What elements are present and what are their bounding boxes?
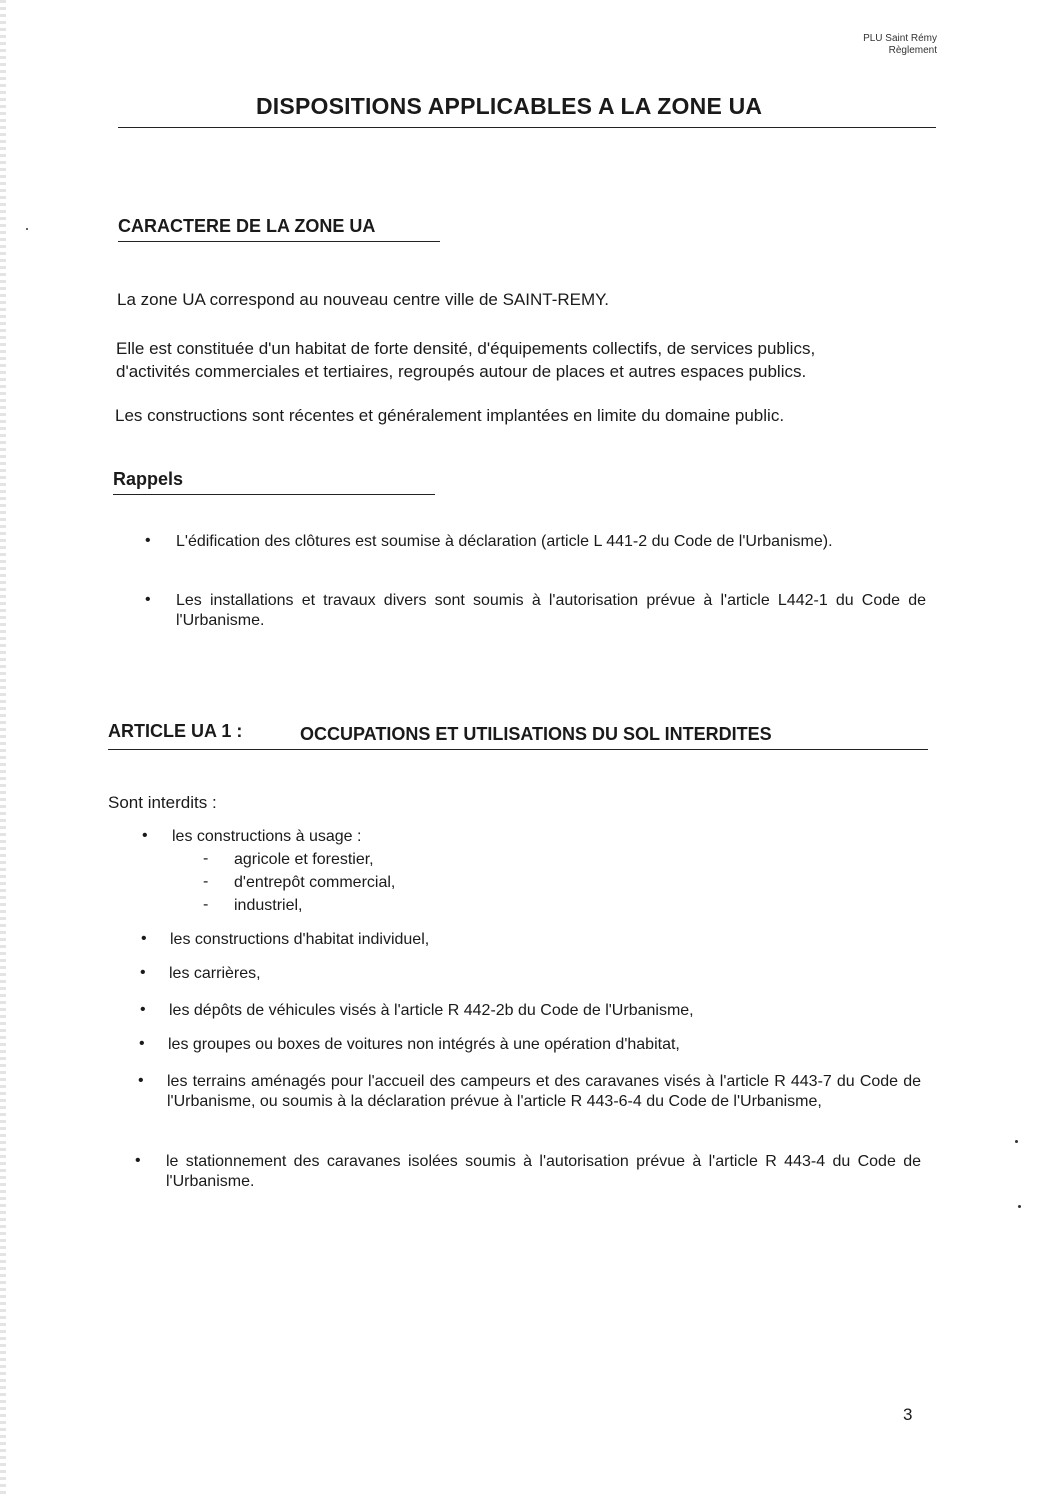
usage-item: industriel, bbox=[234, 897, 303, 914]
article-bullet-icon: • bbox=[142, 827, 148, 844]
article-bullet-icon: • bbox=[140, 1001, 146, 1018]
scan-left-edge bbox=[0, 0, 6, 1494]
article-ua1-label: ARTICLE UA 1 : bbox=[108, 721, 243, 741]
article-ua1-heading: OCCUPATIONS ET UTILISATIONS DU SOL INTERDITES bbox=[300, 724, 772, 744]
scan-speck bbox=[26, 228, 28, 230]
rappels-bullet-icon: • bbox=[145, 591, 151, 608]
article-bullet-icon: • bbox=[138, 1072, 144, 1089]
article-bullet-icon: • bbox=[139, 1035, 145, 1052]
usage-label: les constructions à usage : bbox=[172, 828, 362, 845]
article-bullet-icon: • bbox=[140, 964, 146, 981]
article-item: les dépôts de véhicules visés à l'article R 442-2b du Code de l'Urbanisme, bbox=[169, 1002, 694, 1019]
usage-item: agricole et forestier, bbox=[234, 851, 374, 868]
caractere-rule bbox=[118, 241, 440, 242]
caractere-paragraph-2-line-2: d'activités commerciales et tertiaires, regroupés autour de places et autres espaces publics. bbox=[116, 362, 807, 381]
header-line-1: PLU Saint Rémy bbox=[863, 33, 937, 44]
page-title: DISPOSITIONS APPLICABLES A LA ZONE UA bbox=[256, 93, 763, 119]
usage-item: d'entrepôt commercial, bbox=[234, 874, 396, 891]
dash-icon: - bbox=[203, 873, 209, 890]
scan-speck bbox=[1018, 1205, 1021, 1208]
article-bullet-icon: • bbox=[141, 930, 147, 947]
article-ua1-rule bbox=[108, 749, 928, 750]
dash-icon: - bbox=[203, 850, 209, 867]
article-item: les constructions d'habitat individuel, bbox=[170, 931, 430, 948]
rappels-rule bbox=[113, 494, 435, 495]
article-item: le stationnement des caravanes isolées soumis à l'autorisation prévue à l'article R 443-4 du Code de l'Urbanisme. bbox=[166, 1153, 921, 1190]
header-line-2: Règlement bbox=[888, 45, 937, 56]
article-item: les groupes ou boxes de voitures non intégrés à une opération d'habitat, bbox=[168, 1036, 680, 1053]
page-number: 3 bbox=[903, 1405, 913, 1424]
rappels-heading: Rappels bbox=[113, 469, 184, 489]
article-ua1-intro: Sont interdits : bbox=[108, 793, 217, 812]
caractere-paragraph-1: La zone UA correspond au nouveau centre ville de SAINT-REMY. bbox=[117, 290, 610, 309]
article-bullet-icon: • bbox=[135, 1152, 141, 1169]
article-item: les carrières, bbox=[169, 965, 261, 982]
caractere-paragraph-3: Les constructions sont récentes et généralement implantées en limite du domaine public. bbox=[115, 406, 785, 425]
caractere-heading: CARACTERE DE LA ZONE UA bbox=[118, 216, 376, 236]
caractere-paragraph-2-line-1: Elle est constituée d'un habitat de forte densité, d'équipements collectifs, de services publics, bbox=[116, 339, 816, 358]
article-item: les terrains aménagés pour l'accueil des campeurs et des caravanes visés à l'article R 443-7 du Code de l'Urbanisme, ou soumis à la déclaration prévue à l'article R 443-6-4 du Code de l'Urbanisme, bbox=[167, 1073, 921, 1110]
dash-icon: - bbox=[203, 896, 209, 913]
rappels-item: Les installations et travaux divers sont soumis à l'autorisation prévue à l'article L442-1 du Code de l'Urbanisme. bbox=[176, 592, 926, 629]
title-rule bbox=[118, 127, 936, 128]
scan-speck bbox=[1015, 1140, 1018, 1143]
document-header bbox=[863, 33, 937, 57]
rappels-item: L'édification des clôtures est soumise à déclaration (article L 441-2 du Code de l'Urbanisme). bbox=[176, 533, 833, 550]
rappels-bullet-icon: • bbox=[145, 532, 151, 549]
